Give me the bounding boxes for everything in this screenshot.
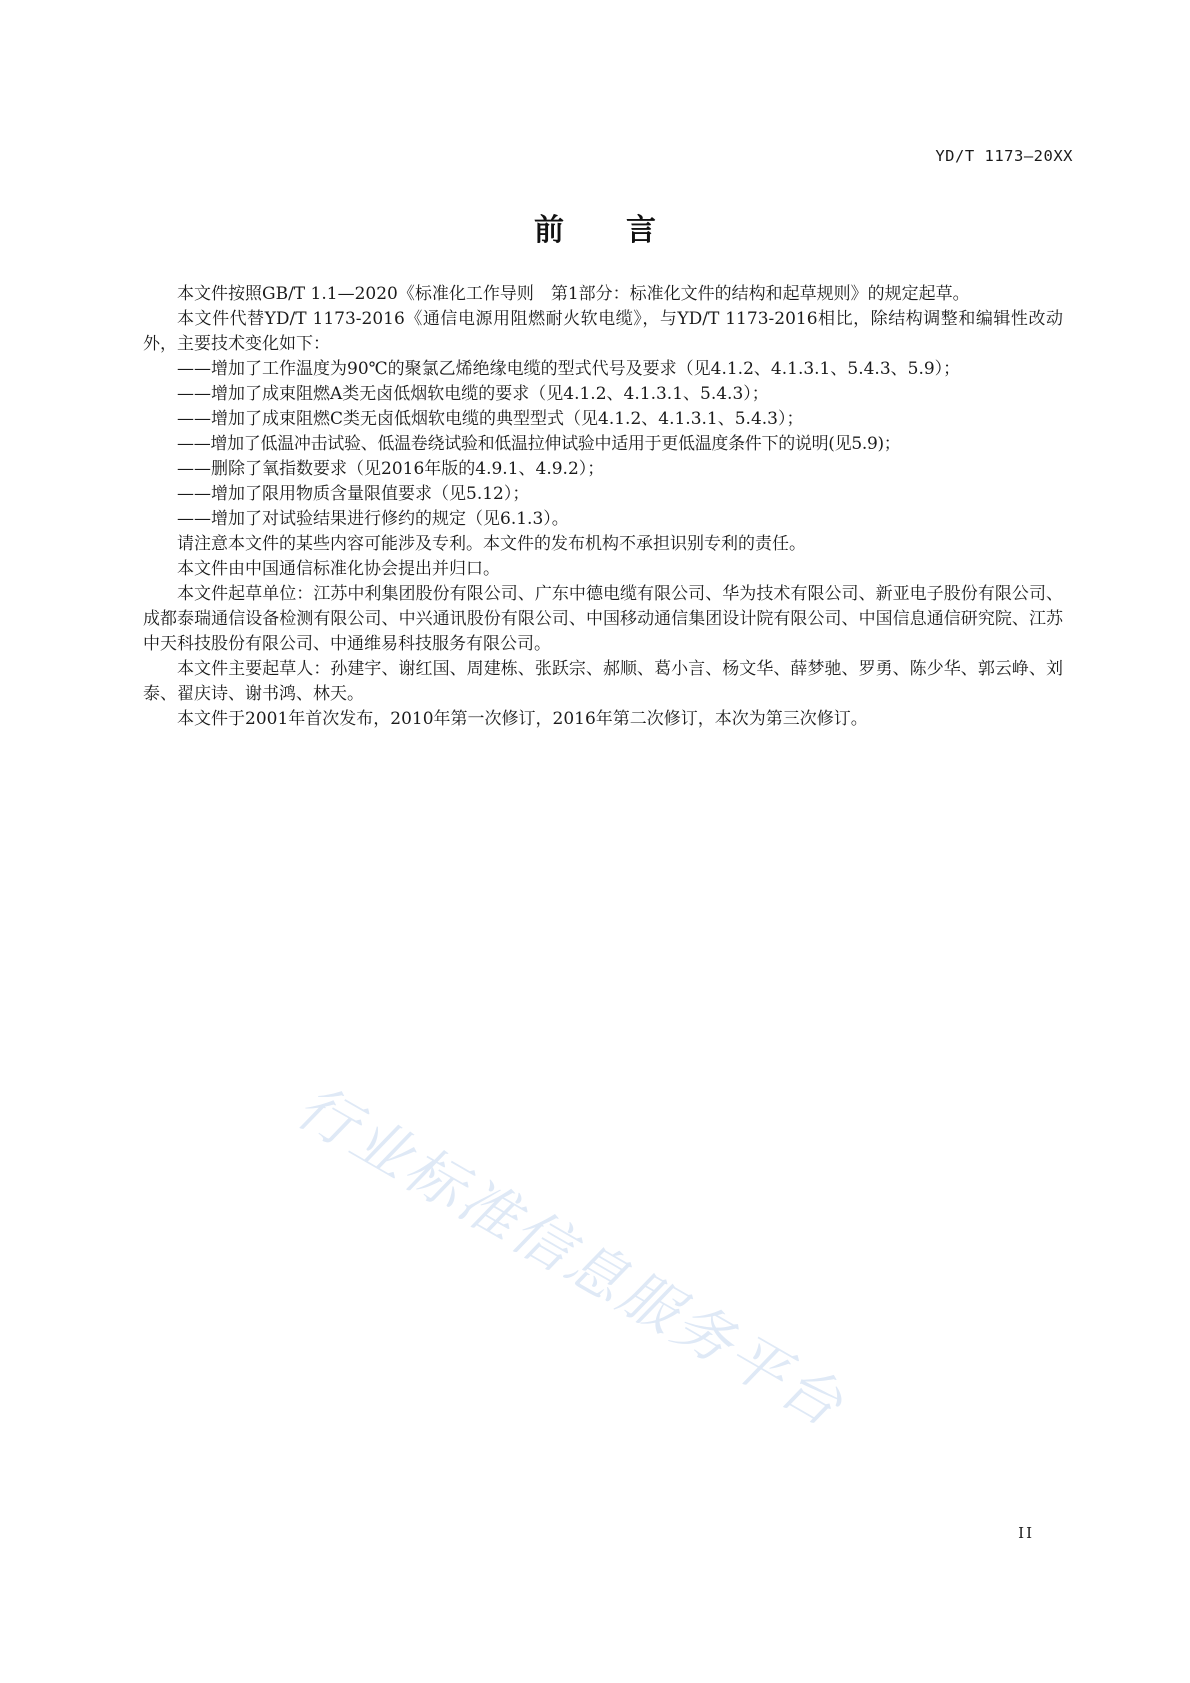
paragraph-patent-notice: 请注意本文件的某些内容可能涉及专利。本文件的发布机构不承担识别专利的责任。	[177, 534, 806, 554]
change-item: ——删除了氧指数要求（见2016年版的4.9.1、4.9.2）；	[177, 459, 605, 479]
change-item: ——增加了低温冲击试验、低温卷绕试验和低温拉伸试验中适用于更低温度条件下的说明(见5.9)；	[177, 434, 901, 454]
paragraph-history: 本文件于2001年首次发布，2010年第一次修订，2016年第二次修订，本次为第三次修订。	[177, 709, 868, 729]
change-item: ——增加了工作温度为90℃的聚氯乙烯绝缘电缆的型式代号及要求（见4.1.2、4.1.3.1、5.4.3、5.9）；	[177, 359, 961, 379]
watermark: 行业标准信息服务平台	[285, 1071, 857, 1441]
paragraph-replacement: 本文件代替YD/T 1173-2016《通信电源用阻燃耐火软电缆》，与YD/T 1173-2016相比，除结构调整和编辑性改动外，主要技术变化如下：	[143, 309, 1063, 354]
standard-code: YD/T 1173—20XX	[935, 147, 1073, 165]
change-item: ——增加了成束阻燃A类无卤低烟软电缆的要求（见4.1.2、4.1.3.1、5.4.3）；	[177, 384, 769, 404]
page-number: II	[1018, 1524, 1034, 1542]
page-title: 前言	[534, 213, 718, 248]
paragraph-drafting-rules: 本文件按照GB/T 1.1—2020《标准化工作导则 第1部分：标准化文件的结构和起草规则》的规定起草。	[177, 284, 970, 304]
paragraph-drafters: 本文件主要起草人：孙建宇、谢红国、周建栋、张跃宗、郝顺、葛小言、杨文华、薛梦驰、罗勇、陈少华、郭云峥、刘泰、翟庆诗、谢书鸿、林天。	[143, 659, 1063, 704]
change-item: ——增加了限用物质含量限值要求（见5.12）；	[177, 484, 530, 504]
paragraph-proposer: 本文件由中国通信标准化协会提出并归口。	[177, 559, 500, 579]
foreword-body	[143, 282, 1063, 732]
change-item: ——增加了对试验结果进行修约的规定（见6.1.3）。	[177, 509, 569, 529]
change-item: ——增加了成束阻燃C类无卤低烟软电缆的典型型式（见4.1.2、4.1.3.1、5.4.3）；	[177, 409, 804, 429]
paragraph-drafting-units: 本文件起草单位：江苏中利集团股份有限公司、广东中德电缆有限公司、华为技术有限公司、新亚电子股份有限公司、成都泰瑞通信设备检测有限公司、中兴通讯股份有限公司、中国移动通信集团设计院有限公司、中国信息通信研究院、江苏中天科技股份有限公司、中通维易科技服务有限公司。	[143, 584, 1063, 654]
